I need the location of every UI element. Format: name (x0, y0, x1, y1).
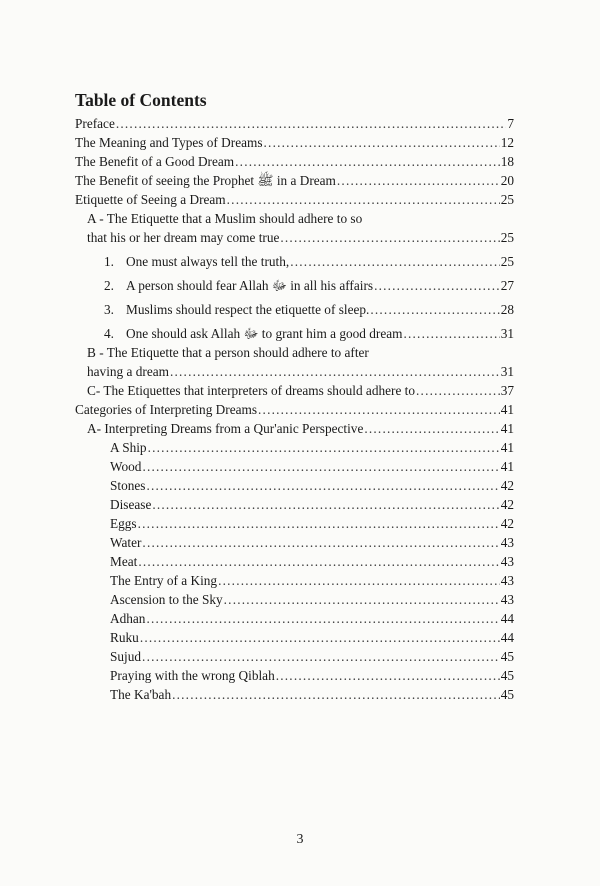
toc-entry-label: Muslims should respect the etiquette of sleep. (126, 302, 370, 317)
toc-entry (0, 590, 600, 609)
toc-entry-label: Adhan (110, 611, 146, 626)
toc-entry-label: One should ask Allah ﷻ to grant him a good dream (126, 326, 403, 341)
toc-entry-label: Ascension to the Sky (110, 592, 223, 607)
toc-entry (0, 152, 600, 171)
toc-entry-number: 1. (104, 254, 114, 269)
toc-entry (0, 381, 600, 400)
toc-entry (0, 133, 600, 152)
dot-leader (142, 533, 499, 552)
toc-entry-page: 44 (500, 611, 514, 626)
toc-entry (0, 647, 600, 666)
toc-entry (0, 438, 600, 457)
dot-leader (264, 133, 500, 152)
toc-entry-page: 43 (500, 592, 514, 607)
toc-entry-label: The Benefit of a Good Dream (75, 154, 235, 169)
dot-leader (138, 514, 500, 533)
toc-entry-label: Preface (75, 116, 115, 131)
toc-entry (0, 419, 600, 438)
toc-entry-label: The Benefit of seeing the Prophet ﷺ in a Dream (75, 173, 336, 188)
dot-leader (416, 381, 500, 400)
toc-entry-label: Praying with the wrong Qiblah (110, 668, 275, 683)
toc-entry (0, 343, 600, 381)
toc-entry (0, 552, 600, 571)
toc-entry-label: Stones (110, 478, 146, 493)
page-number: 3 (296, 832, 304, 847)
toc-entry-page: 25 (500, 192, 514, 207)
toc-entry (0, 252, 600, 271)
page-heading: Table of Contents (75, 90, 207, 110)
toc-entry-number: 3. (104, 302, 114, 317)
toc-entry-page: 42 (500, 516, 514, 531)
toc-entry-page: 43 (500, 554, 514, 569)
dot-leader (142, 457, 499, 476)
toc-entry-number: 2. (104, 278, 114, 293)
toc-entry (0, 209, 600, 247)
toc-entry-line1: B - The Etiquette that a person should adhere to after (87, 345, 369, 360)
toc-entry-page: 37 (500, 383, 514, 398)
dot-leader (116, 114, 506, 133)
dot-leader (370, 300, 499, 319)
dot-leader (146, 476, 499, 495)
dot-leader (152, 495, 499, 514)
toc-entry (0, 457, 600, 476)
toc-entry-label: A- Interpreting Dreams from a Qur'anic Perspective (87, 421, 364, 436)
dot-leader (224, 590, 500, 609)
table-of-contents (0, 114, 600, 704)
dot-leader (227, 190, 500, 209)
toc-entry (0, 514, 600, 533)
toc-entry-label: Disease (110, 497, 152, 512)
dot-leader (280, 228, 499, 247)
dot-leader (142, 647, 500, 666)
dot-leader (218, 571, 500, 590)
toc-entry (0, 324, 600, 343)
toc-entry-page: 41 (500, 402, 514, 417)
toc-entry-label: Water (110, 535, 142, 550)
toc-entry (0, 171, 600, 190)
toc-entry-page: 45 (500, 687, 514, 702)
toc-entry (0, 114, 600, 133)
toc-entry-page: 25 (500, 254, 514, 269)
dot-leader (374, 276, 500, 295)
toc-entry-page: 42 (500, 497, 514, 512)
toc-entry-page: 25 (500, 230, 514, 245)
toc-entry-label: A Ship (110, 440, 147, 455)
toc-entry-number: 4. (104, 326, 114, 341)
toc-entry-page: 18 (500, 154, 514, 169)
toc-entry-label: Categories of Interpreting Dreams (75, 402, 258, 417)
toc-entry-page: 27 (500, 278, 514, 293)
toc-entry-label: Meat (110, 554, 138, 569)
dot-leader (172, 685, 500, 704)
toc-entry-page: 41 (500, 459, 514, 474)
toc-entry-page: 45 (500, 668, 514, 683)
toc-entry-label: C- The Etiquettes that interpreters of dreams should adhere to (87, 383, 416, 398)
toc-entry-label: Wood (110, 459, 142, 474)
toc-entry (0, 476, 600, 495)
toc-entry (0, 300, 600, 319)
dot-leader (146, 609, 499, 628)
toc-entry-page: 45 (500, 649, 514, 664)
toc-entry-label: The Ka'bah (110, 687, 172, 702)
dot-leader (140, 628, 500, 647)
dot-leader (337, 171, 500, 190)
dot-leader (235, 152, 500, 171)
toc-entry-label: having a dream (87, 364, 169, 379)
dot-leader (364, 419, 499, 438)
toc-entry (0, 628, 600, 647)
toc-entry-page: 31 (500, 326, 514, 341)
dot-leader (276, 666, 500, 685)
toc-entry-label: The Entry of a King (110, 573, 218, 588)
toc-entry-page: 31 (500, 364, 514, 379)
toc-entry (0, 276, 600, 295)
toc-entry-page: 12 (500, 135, 514, 150)
toc-entry-label: The Meaning and Types of Dreams (75, 135, 263, 150)
dot-leader (258, 400, 500, 419)
toc-entry (0, 533, 600, 552)
toc-entry-label: Sujud (110, 649, 142, 664)
toc-entry-label: that his or her dream may come true (87, 230, 280, 245)
dot-leader (148, 438, 500, 457)
toc-entry (0, 190, 600, 209)
toc-entry-page: 43 (500, 573, 514, 588)
toc-entry-page: 44 (500, 630, 514, 645)
dot-leader (290, 252, 499, 271)
toc-entry (0, 495, 600, 514)
toc-entry-page: 41 (500, 440, 514, 455)
toc-entry (0, 685, 600, 704)
toc-entry-label: Eggs (110, 516, 137, 531)
toc-entry-label: One must always tell the truth, (126, 254, 290, 269)
toc-entry-line1: A - The Etiquette that a Muslim should adhere to so (87, 211, 363, 226)
toc-entry (0, 666, 600, 685)
toc-entry-page: 28 (500, 302, 514, 317)
toc-entry-page: 7 (507, 116, 514, 131)
toc-entry-label: Ruku (110, 630, 139, 645)
toc-entry (0, 400, 600, 419)
dot-leader (403, 324, 499, 343)
toc-entry (0, 571, 600, 590)
toc-entry-page: 20 (500, 173, 514, 188)
dot-leader (170, 362, 500, 381)
toc-entry (0, 609, 600, 628)
toc-entry-label: Etiquette of Seeing a Dream (75, 192, 226, 207)
dot-leader (138, 552, 499, 571)
toc-entry-page: 42 (500, 478, 514, 493)
toc-entry-page: 43 (500, 535, 514, 550)
toc-entry-label: A person should fear Allah ﷻ in all his affairs (126, 278, 374, 293)
toc-entry-page: 41 (500, 421, 514, 436)
